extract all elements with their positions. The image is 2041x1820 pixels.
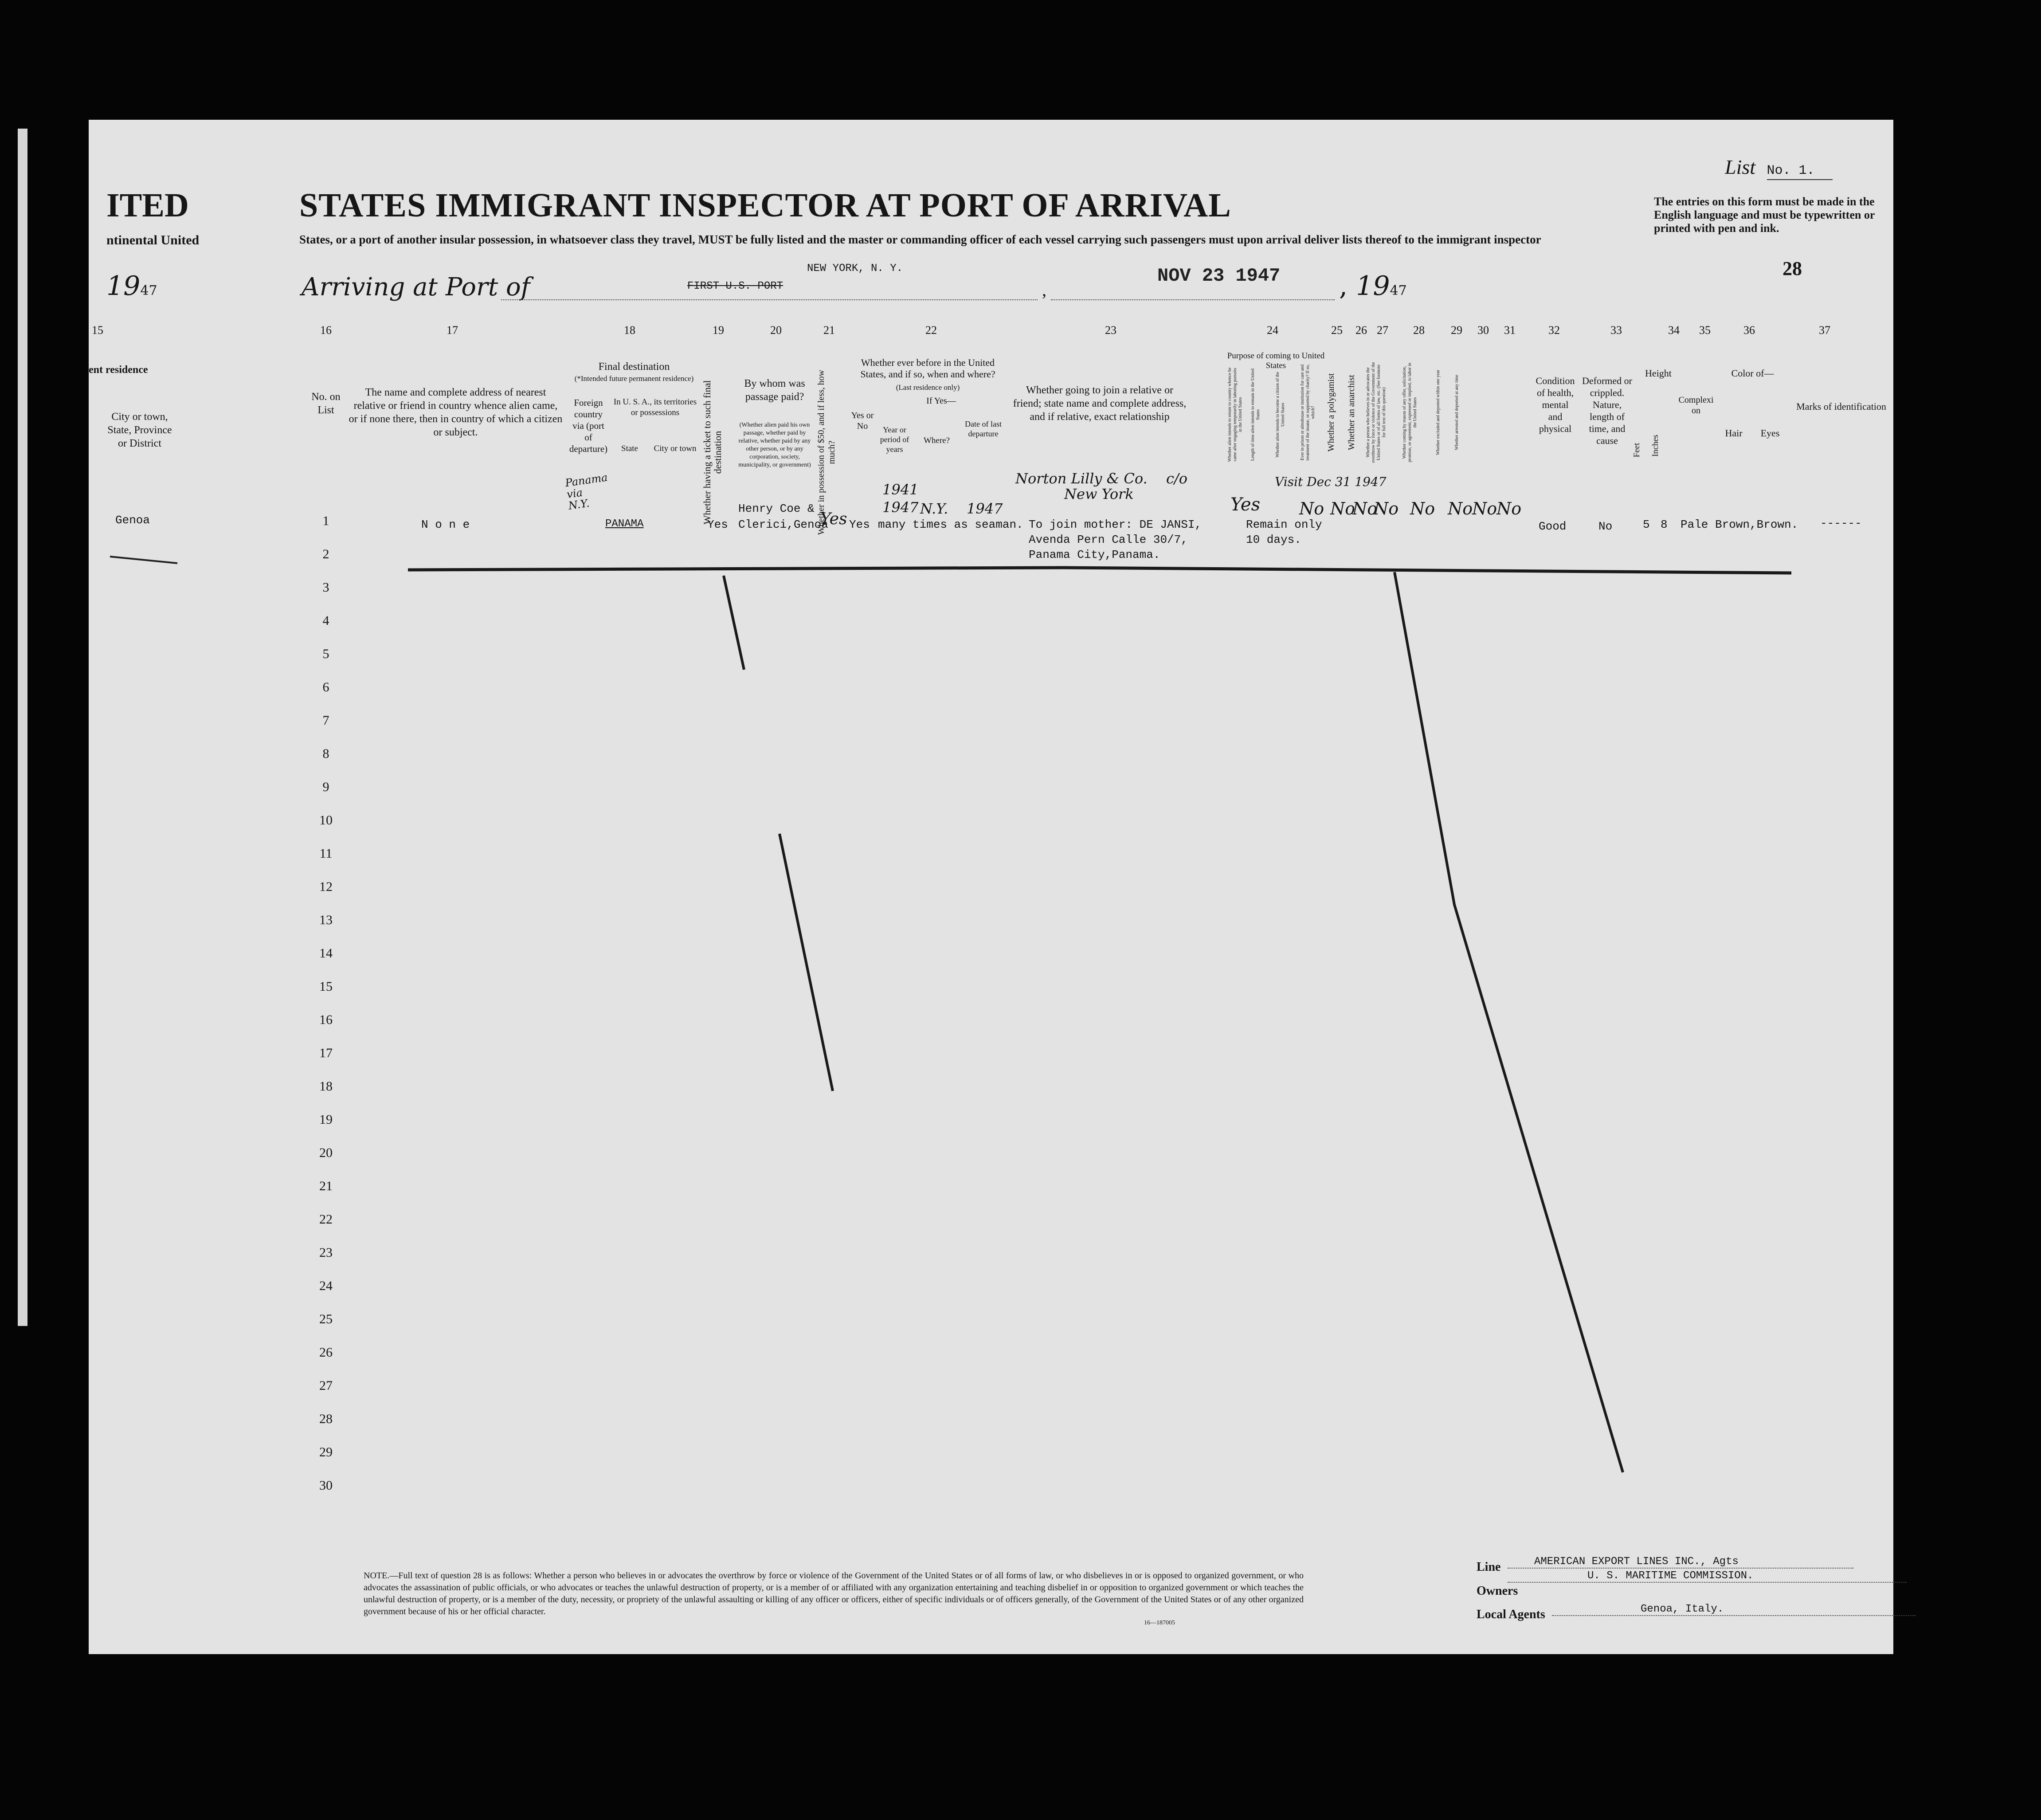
colnum-37: 37 — [1819, 324, 1830, 337]
join-annotation-1: Norton Lilly & Co. — [1015, 470, 1148, 487]
prison: No — [1330, 499, 1355, 518]
where-hw: N.Y. — [920, 500, 948, 517]
row-number: 30 — [319, 1478, 333, 1493]
row-number: 6 — [322, 680, 329, 694]
col-20-head: By whom was passage paid? — [744, 378, 805, 403]
row-number: 13 — [319, 913, 333, 927]
height-inches: 8 — [1661, 518, 1668, 531]
col-18-sub-d: City or town — [654, 444, 697, 453]
port-line-1: NEW YORK, N. Y. — [807, 263, 903, 275]
colnum-28: 28 — [1413, 324, 1425, 337]
owners-label: Owners — [1477, 1584, 1518, 1598]
colnum-22: 22 — [925, 324, 937, 337]
row-number: 20 — [319, 1145, 333, 1160]
row-number: 18 — [319, 1079, 333, 1094]
col-35-head: Complexion — [1678, 395, 1714, 416]
hair-eyes: Brown,Brown. — [1715, 518, 1798, 531]
col-17-head: The name and complete address of nearest relative or friend in country whence alien came, or if none there, then in country of which a citizen or subject. — [349, 387, 563, 438]
col-18-note: (*Intended future permanent residence) — [574, 374, 694, 383]
arriving-label: Arriving at Port of — [302, 273, 530, 302]
row-number: 28 — [319, 1412, 333, 1426]
row-number: 1 — [322, 514, 329, 528]
foreign-via: Panama via N.Y. — [564, 471, 609, 512]
col-22-sub-b: If Yes— — [926, 396, 956, 406]
health: Good — [1539, 520, 1567, 533]
ticket: Yes — [707, 518, 728, 531]
row-number: 27 — [319, 1378, 333, 1393]
deformed: No — [1598, 520, 1613, 533]
edge-mark — [110, 557, 177, 563]
colnum-36: 36 — [1743, 324, 1755, 337]
polygamist: No — [1352, 499, 1378, 518]
years-hw-1: 1941 — [882, 481, 919, 498]
join-line-1: To join mother: DE JANSI, — [1029, 518, 1202, 531]
col-22-sub-c: Year or period of years — [880, 425, 909, 454]
colnum-33: 33 — [1610, 324, 1622, 337]
year-right-prefix: 19 — [1356, 271, 1390, 302]
header-left-sub: ntinental United — [106, 233, 200, 247]
row-number: 2 — [322, 547, 329, 561]
col-26-head: Whether a polygamist — [1326, 373, 1336, 452]
year-left-prefix: 19 — [106, 271, 141, 302]
row-number: 17 — [319, 1046, 333, 1060]
row-number: 26 — [319, 1345, 333, 1360]
colnum-32: 32 — [1548, 324, 1560, 337]
col-29-head: Whether coming by reason of any offer, solicitation, promise, or agreement, expressed or implied, to labor in the United States — [1402, 362, 1418, 463]
agents-label: Local Agents — [1477, 1608, 1545, 1621]
page-subtitle: States, or a port of another insular possession, in whatsoever class they travel, MUST be fully listed and the master or commanding officer of each vessel carrying such passengers must upon arrival deliver lists thereof to the immigrant inspector — [299, 233, 1541, 246]
join-annotation-3: c/o — [1166, 470, 1187, 487]
col-24-sub-c: Whether alien intends to become a citizen of the United States — [1275, 372, 1285, 458]
col-24-sub-a: Whether alien intends to return to country whence he came after engaging temporarily in laboring pursuits in the United States — [1227, 367, 1243, 462]
footnote: NOTE.—Full text of question 28 is as follows: Whether a person who believes in or advocates the overthrow by force or violence of the Government of the United States or of all forms of law, or who disbelieves in or is opposed to organized government, or who advocates the assassination of public officials, or who advocates or teaches the unlawful destruction of property, or is a member of or affiliated with any organization entertaining and teaching disbelief in or opposition to organized government or which teaches the unlawful destruction of property, or is a member of the duty, necessity, or propriety of the unlawful assaulting or killing of any officer or officers, either of specific individuals or of officers generally, of the Government of the United States or of any other organized government because of his or her official character. — [364, 1571, 1304, 1616]
years-typed: many times as seaman. — [878, 518, 1023, 531]
row-number: 23 — [319, 1245, 333, 1260]
col-20-note: (Whether alien paid his own passage, whether paid by relative, whether paid by any other person, or by any corporation, society, municipality, or government) — [738, 422, 811, 468]
marks: ------ — [1820, 517, 1862, 530]
row-number: 15 — [319, 979, 333, 994]
join-line-2: Avenda Pern Calle 30/7, — [1029, 533, 1188, 546]
col-21-head: Whether in possession of $50, and if less, how much? — [816, 369, 837, 535]
deported: No — [1496, 499, 1522, 518]
col-34-feet: Feet — [1632, 443, 1641, 458]
remain-2: 10 days. — [1246, 533, 1301, 546]
destination-state: PANAMA — [605, 518, 644, 530]
col-22-note: (Last residence only) — [896, 383, 960, 392]
col-25-head: Ever in prison or almshouse or institution for care and treatment of the insane, or supported by charity? If so, which? — [1300, 364, 1316, 461]
col-27-head: Whether an anarchist — [1347, 375, 1356, 450]
colnum-31: 31 — [1504, 324, 1516, 337]
row-number: 5 — [322, 647, 329, 661]
row-number: 16 — [319, 1012, 333, 1027]
col-22-head: Whether ever before in the United States, and if so, when and where? — [860, 357, 995, 380]
colnum-26: 26 — [1355, 324, 1367, 337]
col-22-sub-e: Date of last departure — [965, 420, 1002, 438]
passage-paid-2: Clerici,Genoa — [738, 518, 828, 531]
instructions: The entries on this form must be made in the English language and must be typewritten or printed with pen and ink. — [1654, 195, 1875, 235]
complexion: Pale — [1681, 518, 1708, 531]
row-number: 25 — [319, 1312, 333, 1326]
colnum-15: 15 — [92, 324, 103, 337]
colnum-25: 25 — [1331, 324, 1343, 337]
line-value: AMERICAN EXPORT LINES INC., Agts — [1508, 1556, 1853, 1569]
row-number: 24 — [319, 1279, 333, 1293]
row-number: 22 — [319, 1212, 333, 1227]
entry-underline-stroke — [408, 568, 1791, 573]
colnum-34: 34 — [1668, 324, 1680, 337]
col-32-head: Condition of health, mental and physical — [1536, 375, 1575, 434]
col-33-head: Deformed or crippled. Nature, length of time, and cause — [1582, 375, 1632, 446]
passage-paid-1: Henry Coe & — [738, 502, 815, 515]
years-hw-2: 1947 — [882, 499, 919, 516]
colnum-20: 20 — [770, 324, 782, 337]
row-number: 9 — [322, 780, 329, 794]
contract: No — [1448, 499, 1473, 518]
year-left-suffix: 47 — [140, 283, 157, 298]
page-title: STATES IMMIGRANT INSPECTOR AT PORT OF ARRIVAL — [299, 187, 1231, 224]
row-number: 7 — [322, 713, 329, 728]
col-28-head: Whether a person who believes in or advocates the overthrow by force or violence of the Government of the United States or of all forms of law, etc. (See footnote for full text of this question) — [1366, 362, 1387, 463]
join-annotation-2: New York — [1064, 486, 1134, 502]
col-24-sub-b: Length of time alien intends to remain in the United States — [1250, 369, 1261, 461]
residence-city: Genoa — [115, 514, 150, 527]
list-number: No. 1. — [1767, 163, 1833, 180]
list-label: List — [1725, 156, 1756, 178]
nearest-relative: N o n e — [421, 518, 470, 531]
remain-1: Remain only — [1246, 518, 1322, 531]
col-18-sub-a: Foreign country via (port of departure) — [569, 397, 608, 454]
overthrow: No — [1410, 499, 1435, 518]
purpose-length: Visit Dec 31 1947 — [1275, 475, 1387, 489]
year-right-suffix: 47 — [1390, 283, 1407, 298]
colnum-18: 18 — [624, 324, 635, 337]
sheet-number: 28 — [1782, 258, 1802, 279]
excluded: No — [1472, 499, 1497, 518]
header-left-word: ITED — [106, 187, 189, 224]
col-34-inches: Inches — [1651, 435, 1660, 457]
owners-value: U. S. MARITIME COMMISSION. — [1508, 1570, 1907, 1583]
col-34-head: Height — [1645, 368, 1672, 379]
colnum-17: 17 — [447, 324, 458, 337]
col-22-sub-a: Yes or No — [851, 411, 874, 431]
col-23-head: Whether going to join a relative or friend; state name and complete address, and if relative, exact relationship — [1013, 384, 1187, 423]
row-number: 11 — [319, 846, 333, 861]
citizen: No — [1299, 499, 1324, 518]
row-number: 3 — [322, 580, 329, 595]
line-label: Line — [1477, 1560, 1501, 1574]
form-code: 16—187005 — [1144, 1620, 1175, 1626]
colnum-27: 27 — [1377, 324, 1388, 337]
col-15-head: ent residence — [89, 364, 148, 376]
col-18-head: Final destination — [598, 361, 670, 373]
port-line-2: FIRST U.S. PORT — [687, 280, 783, 292]
col-16-head: No. on List — [311, 391, 341, 416]
col-18-sub-b: In U. S. A., its territories or possessions — [613, 397, 697, 417]
row-number: 21 — [319, 1179, 333, 1193]
manifest-page: List No. 1. ITED ntinental United STATES IMMIGRANT INSPECTOR AT PORT OF ARRIVAL States, or a port of another insular possession, in whatsoever class they travel, MUST be fully listed and the master or commanding officer of each vessel carrying such passengers must upon arrival deliver lists thereof to the immigrant inspector The entries on this form must be made in the English language and must be typewritten or printed with pen and ink. 28 1947 Arriving at Port of NEW YORK, N. Y. FIRST U.S. PORT , NOV 23 1947 , 1947 15 16 17 18 19 20 21 22 23 24 25 26 27 28 29 30 31 32 33 34 35 36 37 ent residence City or town, State, Province or District No. on List The name and complete address of nearest relative or friend in country whence alien came, or if none there, then in country of which a citizen or subject. Final destination (*Intended future permanent residence) Foreign country via (port of departure) In U. S. A., its territories or possessions State City or town Whether having a ticket to such final destination By whom was passage paid? (Whether alien paid his own passage, whether paid by relative, whether paid by any other person, or by any corporation, society, municipality, or government) Whether in possession of $50, and if less, how much? Whether ever before in the United States, and if so, when and where? (Last residence only) Yes or No If Yes— Year or period of years Where? Date of last departure Whether going to join a relative or friend; state name and complete address, and if relative, exact relationship Purpose of coming to United States Whether alien intends to return to country whence he came after engaging temporarily in laboring pursuits in the United States Length of time alien intends to remain in the United States Whether alien intends to become a citizen of the United States Ever in prison or almshouse or institution for care and treatment of the insane, or supported by charity? If so, which? Whether a polygamist Whether an anarchist Whether a person who believes in or advocates the overthrow by force or violence of the Government of the United States or of all forms of law, etc. (See footnote for full text of this question) Whether coming by reason of any offer, solicitation, promise, or agreement, expressed or implied, to labor in the United States Whether excluded and deported within one year Whether arrested and deported at any time Condition of health, mental and physical Deformed or crippled. Nature, length of time, and cause Height Feet Inches Complexion Color of— Hair Eyes Marks of identification 1 2 3 4 5 6 7 8 9 10 11 12 13 14 15 16 17 18 19 20 21 22 23 24 25 26 27 28 29 30 Genoa N o n e Panama via N.Y. PANAMA Yes Henry Coe & Clerici,Genoa Yes Yes 1941 1947 many times as seaman. N.Y. 1947 Norton Lilly & Co. New York c/o To join mother: DE JANSI, Avenda Pern Calle 30/7, Panama City,Panama. Yes Visit Dec 31 1947 Remain only 10 days. No No No No No No No No Good No 5 8 Pale Brown,Brown. ------ NOTE.—Full text of question 28 is as follows: Whether a person who believes in or advocates the overthrow by force or violence of the Government of the United States or of all forms of law, or who disbelieves in or is opposed to organized government, or who advocates the assassination of public officials, or who advocates or teaches the unlawful destruction of property, or is a member of or affiliated with any organization entertaining and teaching disbelief in or opposition to organized government or which teaches the unlawful destruction of property, or is a member of the duty, necessity, or propriety of the unlawful assaulting or killing of any officer or officers, either of specific individuals or of officers generally, of the Government of the United States or of any other organized government because of his or her official character. 16—187005 Line AMERICAN EXPORT LINES INC., Agts Owners U. S. MARITIME COMMISSION. Local Agents Genoa, Italy. — [89, 120, 1893, 1654]
anarchist: No — [1374, 499, 1399, 518]
colnum-29: 29 — [1451, 324, 1462, 337]
colnum-24: 24 — [1267, 324, 1278, 337]
row-number: 8 — [322, 746, 329, 761]
colnum-16: 16 — [320, 324, 332, 337]
col-31-head: Whether arrested and deported at any time — [1454, 375, 1459, 450]
join-line-3: Panama City,Panama. — [1029, 548, 1160, 561]
colnum-30: 30 — [1477, 324, 1489, 337]
col-36-head: Color of— — [1731, 368, 1774, 379]
row-number: 12 — [319, 879, 333, 894]
arrival-date-stamp: NOV 23 1947 — [1157, 265, 1281, 286]
row-number: 14 — [319, 946, 333, 961]
colnum-19: 19 — [713, 324, 724, 337]
before-in-us: Yes — [849, 518, 870, 531]
height-feet: 5 — [1643, 518, 1650, 531]
agents-value: Genoa, Italy. — [1552, 1603, 1916, 1616]
row-number: 10 — [319, 813, 333, 828]
colnum-21: 21 — [823, 324, 835, 337]
col-30-head: Whether excluded and deported within one year — [1436, 369, 1441, 455]
last-departure-hw: 1947 — [967, 500, 1003, 517]
colnum-23: 23 — [1105, 324, 1116, 337]
row-number: 29 — [319, 1445, 333, 1459]
row-number: 19 — [319, 1112, 333, 1127]
col-24-head: Purpose of coming to United States — [1227, 351, 1325, 370]
col-37-head: Marks of identification — [1796, 401, 1886, 412]
dittomark-stroke-2 — [1395, 572, 1623, 1472]
colnum-35: 35 — [1699, 324, 1711, 337]
row-number: 4 — [322, 613, 329, 628]
purpose-return: Yes — [1230, 494, 1261, 515]
col-18-sub-c: State — [621, 444, 638, 453]
col-36-eyes: Eyes — [1760, 428, 1780, 439]
col-36-hair: Hair — [1725, 428, 1743, 439]
dittomark-stroke-1 — [724, 576, 833, 1091]
col-15-sub: City or town, State, Province or District — [107, 411, 172, 449]
col-19-head: Whether having a ticket to such final destination — [701, 380, 723, 525]
fifty-dollars: Yes — [820, 510, 847, 528]
col-22-sub-d: Where? — [923, 436, 950, 445]
